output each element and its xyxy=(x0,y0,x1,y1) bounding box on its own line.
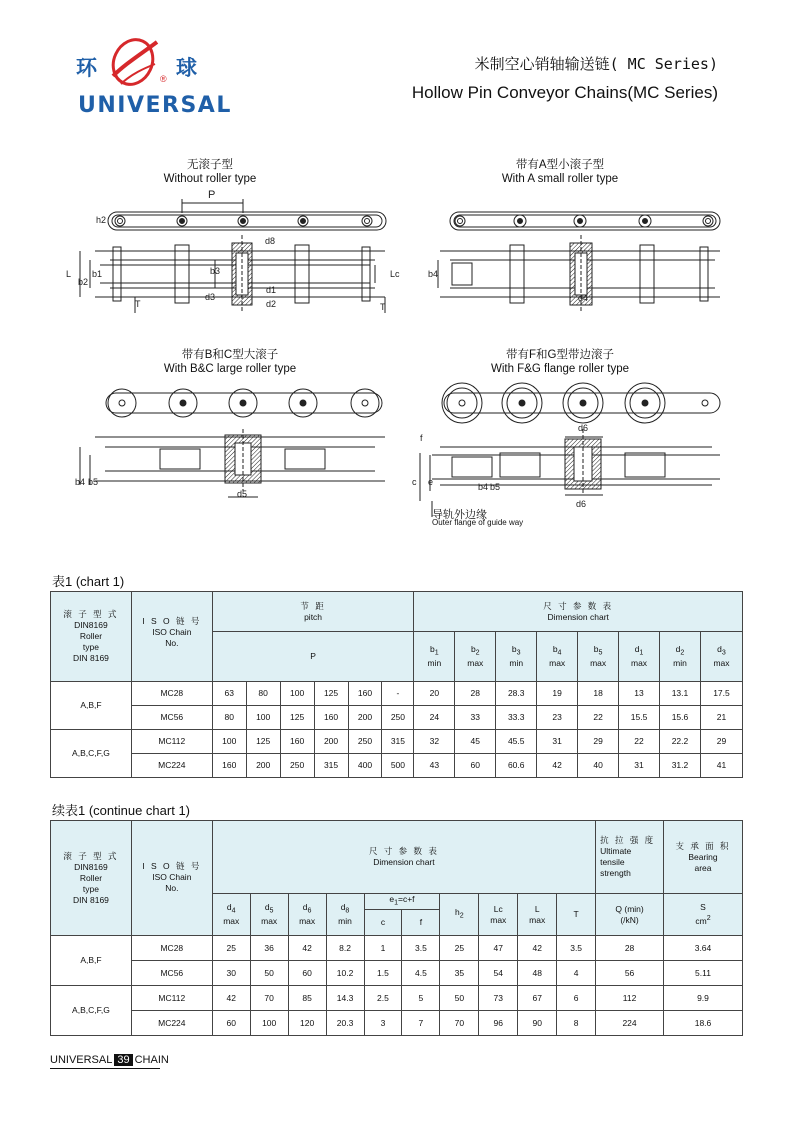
dim-label-b4-3: b4 xyxy=(75,477,86,487)
table-cell: 70 xyxy=(440,1011,479,1036)
table-cell: 15.5 xyxy=(619,706,660,730)
table-cell: 40 xyxy=(578,754,619,778)
caption-en: With A small roller type xyxy=(501,173,619,185)
table-cell: 400 xyxy=(348,754,382,778)
table-cell: 100 xyxy=(280,682,314,706)
diagram-small-roller-top xyxy=(450,212,720,230)
table-cell: 5 xyxy=(402,986,440,1011)
table-cell: 100 xyxy=(250,1011,288,1036)
table-cell: 125 xyxy=(280,706,314,730)
col-header-s: S $cm^2$ xyxy=(664,894,743,936)
dim-label-b5: b5 xyxy=(88,477,99,487)
dim-label-b4: b4 xyxy=(428,269,439,279)
table-cell: 8.2 xyxy=(326,936,364,961)
guide-flange-label-en: Outer flange of guide way xyxy=(432,518,524,527)
dim-label-d6-2: d6 xyxy=(576,499,587,509)
col-header-lc: Lc max xyxy=(479,894,518,936)
table-cell: 45 xyxy=(455,730,496,754)
globe-logo-icon xyxy=(105,34,165,90)
col-header-b5: $b_5$ max xyxy=(578,632,619,682)
table-cell: 22 xyxy=(578,706,619,730)
diagram-large-roller-top xyxy=(106,389,382,417)
table-cell: 73 xyxy=(479,986,518,1011)
chain-diagrams xyxy=(0,185,800,540)
table-cell: 2.5 xyxy=(364,986,402,1011)
iso-chain-header: I S O 链 号 ISO Chain No. xyxy=(131,821,212,936)
table-cell: 18 xyxy=(578,682,619,706)
col-header-b1: $b_1$ min xyxy=(414,632,455,682)
table-cell: 50 xyxy=(250,961,288,986)
logo-cn-right: 球 xyxy=(176,56,199,80)
table-row xyxy=(51,1011,743,1036)
table-cell: 125 xyxy=(246,730,280,754)
table-cell: 63 xyxy=(212,682,246,706)
col-header-b3: $b_3$ min xyxy=(496,632,537,682)
table-cell: 3.5 xyxy=(557,936,596,961)
col-header-d8: $d_8$ min xyxy=(326,894,364,936)
dim-label-d8: d8 xyxy=(265,236,276,246)
dim-label-d4: d4 xyxy=(578,293,589,303)
chart2-body xyxy=(51,936,743,1036)
table-cell: 56 xyxy=(596,961,664,986)
table-cell: - xyxy=(382,682,414,706)
registered-mark: ® xyxy=(160,74,167,84)
table-cell: 35 xyxy=(440,961,479,986)
chart1-table xyxy=(50,591,743,778)
table-cell: 85 xyxy=(288,986,326,1011)
table-cell: 100 xyxy=(246,706,280,730)
table-cell: 8 xyxy=(557,1011,596,1036)
pitch-header: 节 距 pitch xyxy=(212,592,414,632)
dimension-header: 尺 寸 参 数 表 Dimension chart xyxy=(212,821,595,894)
diagram-no-roller-top xyxy=(108,199,386,230)
table-cell: 200 xyxy=(348,706,382,730)
col-header-d6: $d_6$ max xyxy=(288,894,326,936)
table-cell: 60.6 xyxy=(496,754,537,778)
table-row xyxy=(51,682,743,706)
page-title-cn: 米制空心销轴输送链( MC Series) xyxy=(474,55,718,73)
col-header-e1: $e_1=c+f$ xyxy=(364,894,440,910)
col-header-d2: $d_2$ min xyxy=(660,632,701,682)
table-cell: 500 xyxy=(382,754,414,778)
table-cell: 10.2 xyxy=(326,961,364,986)
table-cell: 7 xyxy=(402,1011,440,1036)
chain-no: MC112 xyxy=(131,730,212,754)
table-cell: 250 xyxy=(348,730,382,754)
table-cell: 200 xyxy=(314,730,348,754)
col-header-b2: $b_2$ max xyxy=(455,632,496,682)
table-cell: 250 xyxy=(382,706,414,730)
dim-label-T-2: T xyxy=(380,302,386,312)
col-header-f: f xyxy=(402,910,440,936)
dimension-header: 尺 寸 参 数 表 Dimension chart xyxy=(414,592,743,632)
table-cell: 60 xyxy=(212,1011,250,1036)
table-cell: 125 xyxy=(314,682,348,706)
table-cell: 41 xyxy=(700,754,742,778)
col-header-d5: $d_5$ max xyxy=(250,894,288,936)
table-cell: 5.11 xyxy=(664,961,743,986)
page-title-en: Hollow Pin Conveyor Chains(MC Series) xyxy=(411,83,718,102)
table-cell: 315 xyxy=(314,754,348,778)
chain-no: MC56 xyxy=(131,961,212,986)
dim-label-h2: h2 xyxy=(96,215,107,225)
chain-no: MC28 xyxy=(131,936,212,961)
table-cell: 31.2 xyxy=(660,754,701,778)
roller-group: A,B,F xyxy=(51,682,132,730)
chain-no: MC112 xyxy=(131,986,212,1011)
table-cell: 19 xyxy=(537,682,578,706)
table-cell: 17.5 xyxy=(700,682,742,706)
iso-chain-header: I S O 链 号 ISO Chain No. xyxy=(131,592,212,682)
dim-label-d6: d6 xyxy=(578,423,589,433)
table-cell: 31 xyxy=(537,730,578,754)
dim-label-c: c xyxy=(412,477,417,487)
pitch-p-header: P xyxy=(212,632,414,682)
table-cell: 42 xyxy=(537,754,578,778)
chain-no: MC28 xyxy=(131,682,212,706)
table-cell: 70 xyxy=(250,986,288,1011)
roller-group: A,B,C,F,G xyxy=(51,986,132,1036)
dim-label-b5-4: b5 xyxy=(490,482,501,492)
col-header-b4: $b_4$ max xyxy=(537,632,578,682)
dim-label-Lc: Lc xyxy=(390,269,400,279)
table-cell: 32 xyxy=(414,730,455,754)
table-cell: 13 xyxy=(619,682,660,706)
table-cell: 24 xyxy=(414,706,455,730)
chain-no: MC224 xyxy=(131,1011,212,1036)
table-cell: 30 xyxy=(212,961,250,986)
diagram-large-roller-side xyxy=(80,429,385,497)
table-cell: 3.64 xyxy=(664,936,743,961)
table-cell: 28.3 xyxy=(496,682,537,706)
diagram-no-roller-side xyxy=(80,235,385,313)
table-cell: 28 xyxy=(596,936,664,961)
table-cell: 42 xyxy=(212,986,250,1011)
chart1-body xyxy=(51,682,743,778)
table-cell: 31 xyxy=(619,754,660,778)
table-cell: 1 xyxy=(364,936,402,961)
table-cell: 15.6 xyxy=(660,706,701,730)
table-cell: 20 xyxy=(414,682,455,706)
table-cell: 9.9 xyxy=(664,986,743,1011)
table-cell: 13.1 xyxy=(660,682,701,706)
table-cell: 45.5 xyxy=(496,730,537,754)
table-cell: 160 xyxy=(212,754,246,778)
area-header: 支 承 面 积 Bearing area xyxy=(664,821,743,894)
table-cell: 120 xyxy=(288,1011,326,1036)
table-cell: 160 xyxy=(314,706,348,730)
caption-en: With F&G flange roller type xyxy=(490,363,630,375)
table-cell: 33.3 xyxy=(496,706,537,730)
table-cell: 36 xyxy=(250,936,288,961)
table-cell: 315 xyxy=(382,730,414,754)
table-cell: 4.5 xyxy=(402,961,440,986)
table-cell: 1.5 xyxy=(364,961,402,986)
table-cell: 3.5 xyxy=(402,936,440,961)
table-cell: 6 xyxy=(557,986,596,1011)
col-header-d4: $d_4$ max xyxy=(212,894,250,936)
col-header-d1: $d_1$ max xyxy=(619,632,660,682)
roller-group: A,B,F xyxy=(51,936,132,986)
dim-label-b4-4: b4 xyxy=(478,482,489,492)
table-cell: 20.3 xyxy=(326,1011,364,1036)
diagram-flange-roller-top xyxy=(442,383,720,423)
table-cell: 100 xyxy=(212,730,246,754)
col-header-q: Q (min) (/kN) xyxy=(596,894,664,936)
table-cell: 4 xyxy=(557,961,596,986)
dim-label-f: f xyxy=(420,433,423,443)
table-cell: 42 xyxy=(518,936,557,961)
col-header-l: L max xyxy=(518,894,557,936)
table-cell: 96 xyxy=(479,1011,518,1036)
table-cell: 50 xyxy=(440,986,479,1011)
col-header-c: c xyxy=(364,910,402,936)
dim-label-d1: d1 xyxy=(266,285,277,295)
footer-brand: UNIVERSAL xyxy=(50,1054,113,1066)
dim-label-b1: b1 xyxy=(92,269,103,279)
dim-label-b2: b2 xyxy=(78,277,89,287)
table-cell: 3 xyxy=(364,1011,402,1036)
dim-label-b3: b3 xyxy=(210,266,221,276)
logo-en: UNIVERSAL xyxy=(78,93,232,118)
table-cell: 42 xyxy=(288,936,326,961)
caption-cn: 无滚子型 xyxy=(187,159,233,171)
dim-label-d2: d2 xyxy=(266,299,277,309)
table-cell: 48 xyxy=(518,961,557,986)
table-cell: 224 xyxy=(596,1011,664,1036)
roller-type-header: 滚 子 型 式 DIN8169 Roller type DIN 8169 xyxy=(51,821,132,936)
table-cell: 14.3 xyxy=(326,986,364,1011)
caption-en: With B&C large roller type xyxy=(163,363,297,375)
caption-cn: 带有A型小滚子型 xyxy=(515,159,605,171)
table-cell: 47 xyxy=(479,936,518,961)
chain-no: MC224 xyxy=(131,754,212,778)
table-cell: 112 xyxy=(596,986,664,1011)
table-cell: 22 xyxy=(619,730,660,754)
page-number: 39 xyxy=(114,1054,132,1066)
table-cell: 21 xyxy=(700,706,742,730)
caption-cn: 带有B和C型大滚子 xyxy=(181,349,279,361)
roller-group: A,B,C,F,G xyxy=(51,730,132,778)
table-cell: 80 xyxy=(212,706,246,730)
table-cell: 60 xyxy=(288,961,326,986)
table-cell: 67 xyxy=(518,986,557,1011)
dim-label-e: e xyxy=(428,477,434,487)
caption-cn: 带有F和G型带边滚子 xyxy=(506,349,614,361)
table-cell: 54 xyxy=(479,961,518,986)
table-cell: 90 xyxy=(518,1011,557,1036)
chain-no: MC56 xyxy=(131,706,212,730)
table-cell: 160 xyxy=(280,730,314,754)
caption-en: Without roller type xyxy=(163,173,257,185)
table-cell: 28 xyxy=(455,682,496,706)
table-cell: 250 xyxy=(280,754,314,778)
chart1-title: 表1 (chart 1) xyxy=(52,574,125,589)
footer-rule xyxy=(50,1068,160,1069)
page-footer xyxy=(50,1054,169,1066)
dim-label-d3: d3 xyxy=(205,292,216,302)
table-row xyxy=(51,986,743,1011)
table-row xyxy=(51,961,743,986)
dim-label-L: L xyxy=(66,269,72,279)
table-cell: 23 xyxy=(537,706,578,730)
table-cell: 22.2 xyxy=(660,730,701,754)
table-cell: 80 xyxy=(246,682,280,706)
table-cell: 29 xyxy=(578,730,619,754)
table-row xyxy=(51,936,743,961)
table-cell: 18.6 xyxy=(664,1011,743,1036)
dim-label-d5: d5 xyxy=(237,489,248,499)
table-cell: 29 xyxy=(700,730,742,754)
col-header-h2: $h_2$ xyxy=(440,894,479,936)
table-row xyxy=(51,730,743,754)
chart2-title: 续表1 (continue chart 1) xyxy=(52,803,191,818)
col-header-d3: $d_3$ max xyxy=(700,632,742,682)
diagram-caption-no-roller xyxy=(140,158,280,186)
tensile-header: 抗 拉 强 度 Ultimate tensile strength xyxy=(596,821,664,894)
dim-label-P: P xyxy=(208,189,216,201)
table-row xyxy=(51,754,743,778)
table-cell: 43 xyxy=(414,754,455,778)
chart2-table xyxy=(50,820,743,1036)
logo-cn-left: 环 xyxy=(76,56,99,80)
dim-label-T: T xyxy=(135,299,141,309)
table-cell: 25 xyxy=(440,936,479,961)
table-cell: 60 xyxy=(455,754,496,778)
diagram-caption-small-roller xyxy=(480,158,640,186)
col-header-t: T xyxy=(557,894,596,936)
footer-chain: CHAIN xyxy=(134,1054,169,1066)
table-cell: 200 xyxy=(246,754,280,778)
table-cell: 33 xyxy=(455,706,496,730)
guide-flange-label-cn: 导轨外边缘 xyxy=(432,509,487,521)
table-cell: 160 xyxy=(348,682,382,706)
table-cell: 25 xyxy=(212,936,250,961)
diagram-flange-roller-side xyxy=(420,429,720,517)
table-row xyxy=(51,706,743,730)
roller-type-header: 滚 子 型 式 DIN8169 Roller type DIN 8169 xyxy=(51,592,132,682)
